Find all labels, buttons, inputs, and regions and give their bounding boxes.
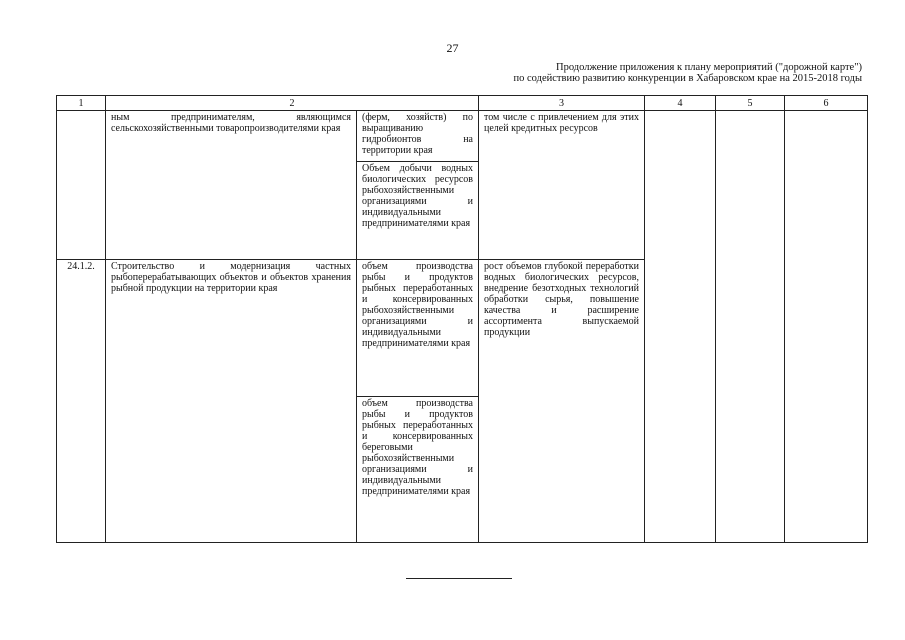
column-header-1: 1 bbox=[57, 96, 106, 111]
footnote-separator bbox=[406, 578, 512, 579]
column-header-4: 4 bbox=[645, 96, 716, 111]
col4-cell bbox=[645, 111, 716, 543]
column-number-row bbox=[57, 96, 868, 111]
measures-table bbox=[56, 95, 868, 543]
col6-cell bbox=[785, 111, 868, 543]
row-number-cell: 24.1.2. bbox=[57, 260, 106, 543]
indicator-text-cell: объем производства рыбы и продуктов рыбных переработанных и консервированных береговыми рыбохозяйственными организациями и индивидуальными предпринимателями края bbox=[357, 397, 479, 543]
column-header-3: 3 bbox=[479, 96, 645, 111]
indicator-text-cell: Объем добычи водных биологических ресурсов рыбохозяйственными организациями и индивидуальными предпринимателями края bbox=[357, 162, 479, 260]
indicator-text-cell: объем производства рыбы и продуктов рыбных переработанных и консервированных рыбохозяйственными организациями и индивидуальными предпринимателями края bbox=[357, 260, 479, 397]
measure-text-cell: ным предпринимателям, являющимся сельскохозяйственными товаропроизводителями края bbox=[106, 111, 357, 260]
page-number: 27 bbox=[446, 41, 459, 55]
result-text-cell: том числе с привлечением для этих целей кредитных ресурсов bbox=[479, 111, 645, 260]
header-line-2: по содействию развитию конкуренции в Хабаровском крае на 2015-2018 годы bbox=[513, 73, 862, 84]
result-text-cell: рост объемов глубокой переработки водных биологических ресурсов, внедрение безотходных технологий обработки сырья, повышение качества и расширение ассортимента выпускаемой продукции bbox=[479, 260, 645, 543]
column-header-5: 5 bbox=[716, 96, 785, 111]
col5-cell bbox=[716, 111, 785, 543]
header-line-1: Продолжение приложения к плану мероприятий ("дорожной карте") bbox=[555, 62, 862, 73]
column-header-6: 6 bbox=[785, 96, 868, 111]
measure-text-cell: Строительство и модернизация частных рыбоперерабатывающих объектов и объектов хранения рыбной продукции на территории края bbox=[106, 260, 357, 543]
column-header-2: 2 bbox=[106, 96, 479, 111]
table-row bbox=[57, 111, 868, 162]
indicator-text-cell: (ферм, хозяйств) по выращиванию гидробионтов на территории края bbox=[357, 111, 479, 162]
row-number-cell bbox=[57, 111, 106, 260]
